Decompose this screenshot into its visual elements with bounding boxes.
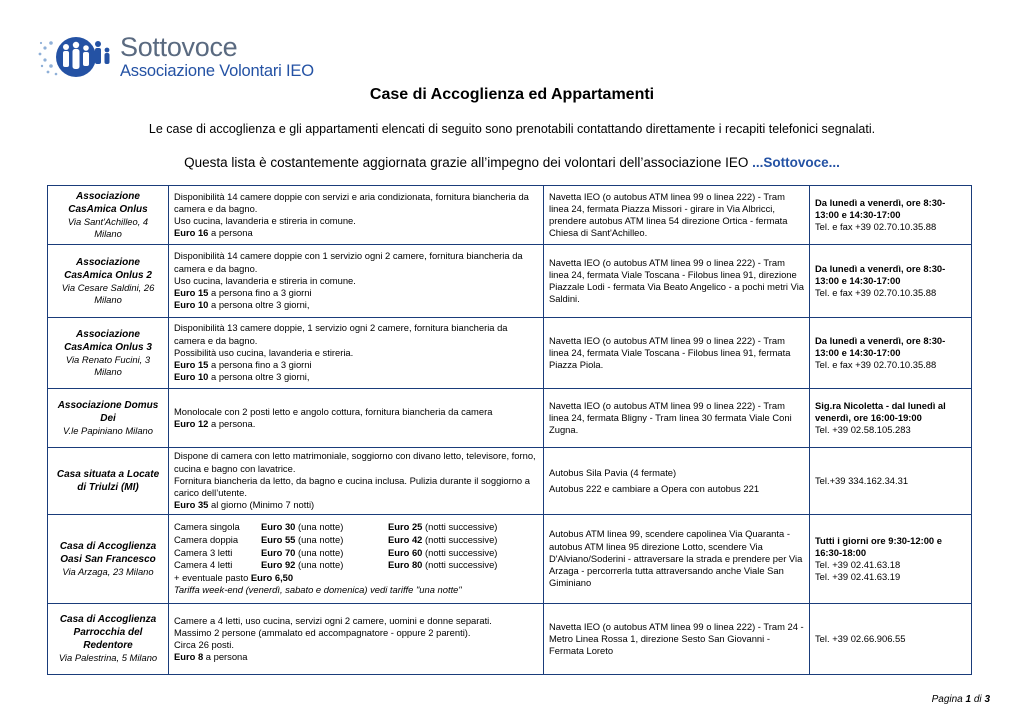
rate-row xyxy=(174,559,499,572)
description-line: Uso cucina, lavanderia e stireria in comune. xyxy=(174,215,356,226)
accommodation-name: Associazione Domus Dei xyxy=(57,399,159,424)
first-night-price: Euro 92 (una notte) xyxy=(261,559,344,571)
description-cell xyxy=(169,389,544,448)
description-line: Monolocale con 2 posti letto e angolo cottura, fornitura biancheria da camera xyxy=(174,405,493,417)
accommodation-name: Associazione CasAmica Onlus 2 xyxy=(64,256,152,281)
accommodation-name: Associazione CasAmica Onlus 3 xyxy=(64,328,152,353)
transport-cell: Autobus ATM linea 99, scendere capolinea Via Quaranta - autobus ATM linea 95 direzione Lotto, scendere Via D'Alviano/Soderini - attraversare la strada e prendere per Via Arzaga - percorrerla tutta attraversando anche Viale San Giminiano xyxy=(544,515,810,604)
accommodation-name: Casa situata a Locate di Triulzi (MI) xyxy=(56,469,160,493)
accommodation-name: Casa di Accoglienza Oasi San Francesco xyxy=(59,540,157,565)
name-cell xyxy=(48,318,169,389)
transport-cell xyxy=(544,448,810,515)
price-line xyxy=(174,287,538,299)
description-cell xyxy=(169,515,544,604)
contact-phone: Tel. e fax +39 02.70.10.35.88 xyxy=(815,287,937,299)
price-note: a persona fino a 3 giorni xyxy=(208,287,312,299)
accommodation-name: Casa di Accoglienza Parrocchia del Redentore xyxy=(59,614,157,652)
price-amount: Euro 16 xyxy=(174,227,209,239)
name-cell xyxy=(48,389,169,448)
description-cell xyxy=(169,245,544,318)
room-type: Camera doppia xyxy=(174,534,239,546)
price-note: a persona fino a 3 giorni xyxy=(208,359,312,371)
price-amount: Euro 35 xyxy=(174,499,209,511)
price-note: a persona xyxy=(203,651,248,663)
price-line xyxy=(174,227,538,239)
next-nights-price: Euro 80 (notti successive) xyxy=(388,559,498,571)
description-cell xyxy=(169,186,544,245)
meal-price-line: + eventuale pasto Euro 6,50 xyxy=(174,572,294,584)
contact-hours: Da lunedì a venerdì, ore 8:30-13:00 e 14:30-17:00 xyxy=(815,262,946,286)
room-type: Camera 4 letti xyxy=(174,559,233,571)
transport-cell: Navetta IEO (o autobus ATM linea 99 o linea 222) - Tram 24 - Metro Linea Rossa 1, direzione Sesto San Giovanni - Fermata Loreto xyxy=(544,604,810,675)
price-line xyxy=(174,299,538,311)
price-note: a persona oltre 3 giorni, xyxy=(208,299,310,311)
price-amount: Euro 10 xyxy=(174,299,209,311)
description-line: Uso cucina, lavanderia e stireria in comune. xyxy=(174,274,356,286)
contact-cell xyxy=(810,604,972,675)
description-cell xyxy=(169,604,544,675)
page-title: Case di Accoglienza ed Appartamenti xyxy=(369,86,655,103)
transport-cell: Navetta IEO (o autobus ATM linea 99 o linea 222) - Tram linea 24, fermata Bligny - Tram linea 30 fermata Viale Coni Zugna. xyxy=(544,389,810,448)
description-line: Circa 26 posti. xyxy=(174,639,234,650)
description-line: Possibilità uso cucina, lavanderia e stireria. xyxy=(174,346,354,358)
accommodation-address: Via Palestrina, 5 Milano xyxy=(58,652,158,664)
price-amount: Euro 10 xyxy=(174,371,209,383)
rate-row xyxy=(174,534,499,547)
price-note: al giorno (Minimo 7 notti) xyxy=(208,499,315,511)
price-amount: Euro 8 xyxy=(174,651,204,663)
weekend-rate-note: Tariffa week-end (venerdì, sabato e domenica) vedi tariffe "una notte" xyxy=(174,584,462,596)
contact-phone: Tel. e fax +39 02.70.10.35.88 xyxy=(815,359,937,371)
price-line xyxy=(174,651,538,663)
room-type: Camera 3 letti xyxy=(174,546,233,558)
table-row xyxy=(48,318,972,389)
contact-phone: Tel.+39 334.162.34.31 xyxy=(815,474,909,486)
transport-cell: Navetta IEO (o autobus ATM linea 99 o linea 222) - Tram linea 24, fermata Viale Toscana - Filobus linea 91, direzione Piazzale Lodi - fermata Via Beato Angelico - a pochi metri Via Saldini. xyxy=(544,245,810,318)
description-line: Dispone di camera con letto matrimoniale, soggiorno con divano letto, televisore, forno, cucina e bagno con lavatrice. xyxy=(174,450,536,474)
contact-cell xyxy=(810,186,972,245)
intro-note xyxy=(0,155,1024,170)
description-line: Disponibilità 13 camere doppie, 1 servizio ogni 2 camere, fornitura biancheria da camera e da bagno. xyxy=(174,322,508,346)
rate-row xyxy=(174,521,499,534)
contact-hours: Tutti i giorni ore 9:30-12:00 e 16:30-18:00 xyxy=(815,534,942,558)
contact-phone: Tel. +39 02.41.63.18 xyxy=(815,559,901,570)
contact-hours: Da lunedì a venerdì, ore 8:30-13:00 e 14:30-17:00 xyxy=(815,334,946,358)
intro-paragraph: Le case di accoglienza e gli appartamenti elencati di seguito sono prenotabili contattando direttamente i recapiti telefonici segnalati. xyxy=(148,122,876,136)
contact-hours: Da lunedì a venerdì, ore 8:30-13:00 e 14:30-17:00 xyxy=(815,196,946,220)
table-row xyxy=(48,245,972,318)
price-amount: Euro 15 xyxy=(174,359,209,371)
price-note: a persona. xyxy=(208,418,256,429)
price-line xyxy=(174,499,538,511)
accommodation-address: Via Cesare Saldini, 26 Milano xyxy=(61,281,155,305)
price-amount: Euro 15 xyxy=(174,287,209,299)
room-type: Camera singola xyxy=(174,521,240,533)
table-row xyxy=(48,448,972,515)
contact-cell xyxy=(810,448,972,515)
name-cell xyxy=(48,245,169,318)
accommodation-table xyxy=(47,185,972,675)
first-night-price: Euro 30 (una notte) xyxy=(261,521,344,533)
intro-note-highlight: ...Sottovoce... xyxy=(752,155,840,170)
brand-subtitle: Associazione Volontari IEO xyxy=(120,62,314,80)
price-line xyxy=(174,418,538,430)
name-cell xyxy=(48,448,169,515)
transport-line: Autobus Sila Pavia (4 fermate) xyxy=(549,466,677,478)
price-line xyxy=(174,359,538,371)
price-note: a persona oltre 3 giorni, xyxy=(208,371,310,383)
transport-cell: Navetta IEO (o autobus ATM linea 99 o linea 222) - Tram linea 24, fermata Viale Toscana - Filobus linea 91, fermata Piazza Piola. xyxy=(544,318,810,389)
next-nights-price: Euro 60 (notti successive) xyxy=(388,546,498,558)
description-cell xyxy=(169,448,544,515)
accommodation-name: Associazione CasAmica Onlus xyxy=(68,190,148,215)
table-row xyxy=(48,604,972,675)
description-line: Disponibilità 14 camere doppie con servizi e aria condizionata, fornitura biancheria da camera e da bagno. xyxy=(174,190,529,214)
description-line: Massimo 2 persone (ammalato ed accompagnatore - oppure 2 parenti). xyxy=(174,626,471,638)
table-row xyxy=(48,515,972,604)
first-night-price: Euro 70 (una notte) xyxy=(261,546,344,558)
brand-name: Sottovoce xyxy=(120,32,238,62)
contact-cell xyxy=(810,389,972,448)
description-line: Disponibilità 14 camere doppie con 1 servizio ogni 2 camere, fornitura biancheria da camera e da bagno. xyxy=(174,250,523,274)
price-line xyxy=(174,371,538,383)
accommodation-address: V.le Papiniano Milano xyxy=(63,424,153,436)
contact-phone: Tel. +39 02.41.63.19 xyxy=(815,571,901,583)
next-nights-price: Euro 25 (notti successive) xyxy=(388,521,498,533)
table-row xyxy=(48,389,972,448)
contact-phone: Tel. +39 02.58.105.283 xyxy=(815,424,911,436)
name-cell xyxy=(48,186,169,245)
name-cell xyxy=(48,515,169,604)
next-nights-price: Euro 42 (notti successive) xyxy=(388,534,498,546)
page-number: Pagina 1 di 3 xyxy=(931,694,990,705)
description-cell xyxy=(169,318,544,389)
contact-phone: Tel. e fax +39 02.70.10.35.88 xyxy=(815,221,937,233)
accommodation-address: Via Renato Fucini, 3 Milano xyxy=(65,353,151,377)
sottovoce-logo-icon xyxy=(36,32,116,82)
accommodation-address: Via Sant'Achilleo, 4 Milano xyxy=(67,215,149,239)
contact-cell xyxy=(810,318,972,389)
first-night-price: Euro 55 (una notte) xyxy=(261,534,344,546)
contact-hours: Sig.ra Nicoletta - dal lunedì al venerdì, ore 16:00-19:00 xyxy=(815,399,946,423)
rates-table xyxy=(174,521,499,572)
rate-row xyxy=(174,547,499,560)
description-line: Fornitura biancheria da letto, da bagno e cucina inclusa. Pulizia durante il soggiorno a carico dell’utente. xyxy=(174,474,530,499)
price-note: a persona xyxy=(208,227,253,239)
intro-note-text: Questa lista è costantemente aggiornata grazie all’impegno dei volontari dell’associazione IEO xyxy=(184,155,753,170)
transport-line: Autobus 222 e cambiare a Opera con autobus 221 xyxy=(549,483,760,494)
transport-cell: Navetta IEO (o autobus ATM linea 99 o linea 222) - Tram linea 24, fermata Piazza Missori - girare in Via Albricci, prendere autobus ATM linea 54 direzione Ortica - fermata Chiesa di Sant'Achilleo. xyxy=(544,186,810,245)
price-amount: Euro 12 xyxy=(174,418,209,429)
description-line: Camere a 4 letti, uso cucina, servizi ogni 2 camere, uomini e donne separati. xyxy=(174,614,492,626)
contact-cell xyxy=(810,515,972,604)
name-cell xyxy=(48,604,169,675)
contact-phone: Tel. +39 02.66.906.55 xyxy=(815,632,906,644)
accommodation-address: Via Arzaga, 23 Milano xyxy=(62,565,154,577)
contact-cell xyxy=(810,245,972,318)
table-row xyxy=(48,186,972,245)
logo xyxy=(36,32,314,82)
